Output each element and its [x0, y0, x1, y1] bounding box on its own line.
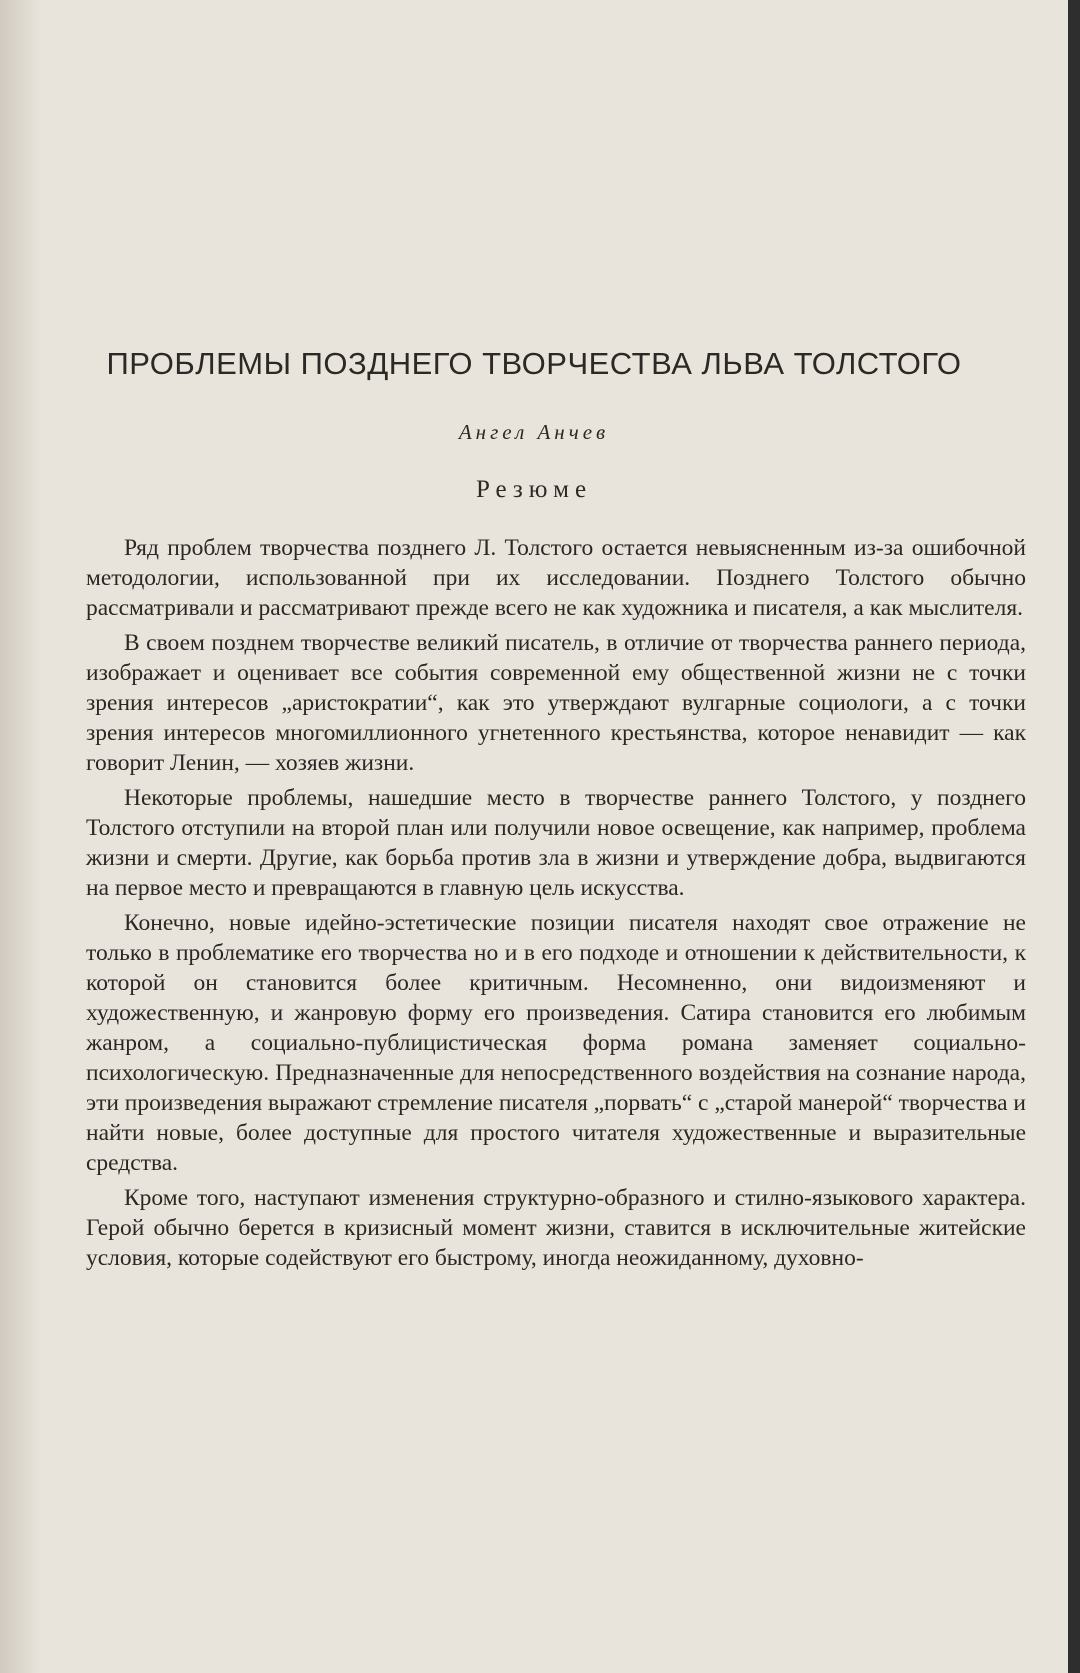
paragraph: Некоторые проблемы, нашедшие место в творчестве раннего Толстого, у позднего Толстого отступили на второй план или получили новое освещение, как например, проблема жизни и смерти. Другие, как борьба против зла в жизни и утверждение добра, выдвигаются на первое место и превращаются в главную цель искусства. [86, 785, 1026, 901]
scan-edge [1068, 0, 1080, 1673]
paragraph: Ряд проблем творчества позднего Л. Толстого остается невыясненным из-за ошибочной методологии, использованной при их исследовании. Позднего Толстого обычно рассматривали и рассматривают прежде всего не как художника и писателя, а как мыслителя. [86, 535, 1026, 621]
author-name: Ангел Анчев [458, 420, 610, 444]
section-heading: Резюме [475, 476, 593, 503]
paragraph: Конечно, новые идейно-эстетические позиции писателя находят свое отражение не только в проблематике его творчества но и в его подходе и отношении к действительности, к которой он становится более критичным. Несомненно, они видоизменяют и художественную, и жанровую форму его произведения. Сатира становится его любимым жанром, а социально-публицистическая форма романа заменяет социально-психологическую. Предназначенные для непосредственного воздействия на сознание народа, эти произведения выражают стремление писателя „порвать“ с „старой манерой“ творчества и найти новые, более доступные для простого читателя художественные и выразительные средства. [86, 910, 1026, 1176]
article-body [86, 533, 1026, 1278]
article-title: ПРОБЛЕМЫ ПОЗДНЕГО ТВОРЧЕСТВА ЛЬВА ТОЛСТОГО [106, 346, 962, 381]
paragraph: Кроме того, наступают изменения структурно-образного и стилно-языкового характера. Герой обычно берется в кризисный момент жизни, ставится в исключительные житейские условия, которые содействуют его быстрому, иногда неожиданному, духовно- [86, 1185, 1026, 1271]
paragraph: В своем позднем творчестве великий писатель, в отличие от творчества раннего периода, изображает и оценивает все события современной ему общественной жизни не с точки зрения интересов „аристократии“, как это утверждают вулгарные социологи, а с точки зрения интересов многомиллионного угнетенного крестьянства, которое ненавидит — как говорит Ленин, — хозяев жизни. [86, 630, 1026, 776]
